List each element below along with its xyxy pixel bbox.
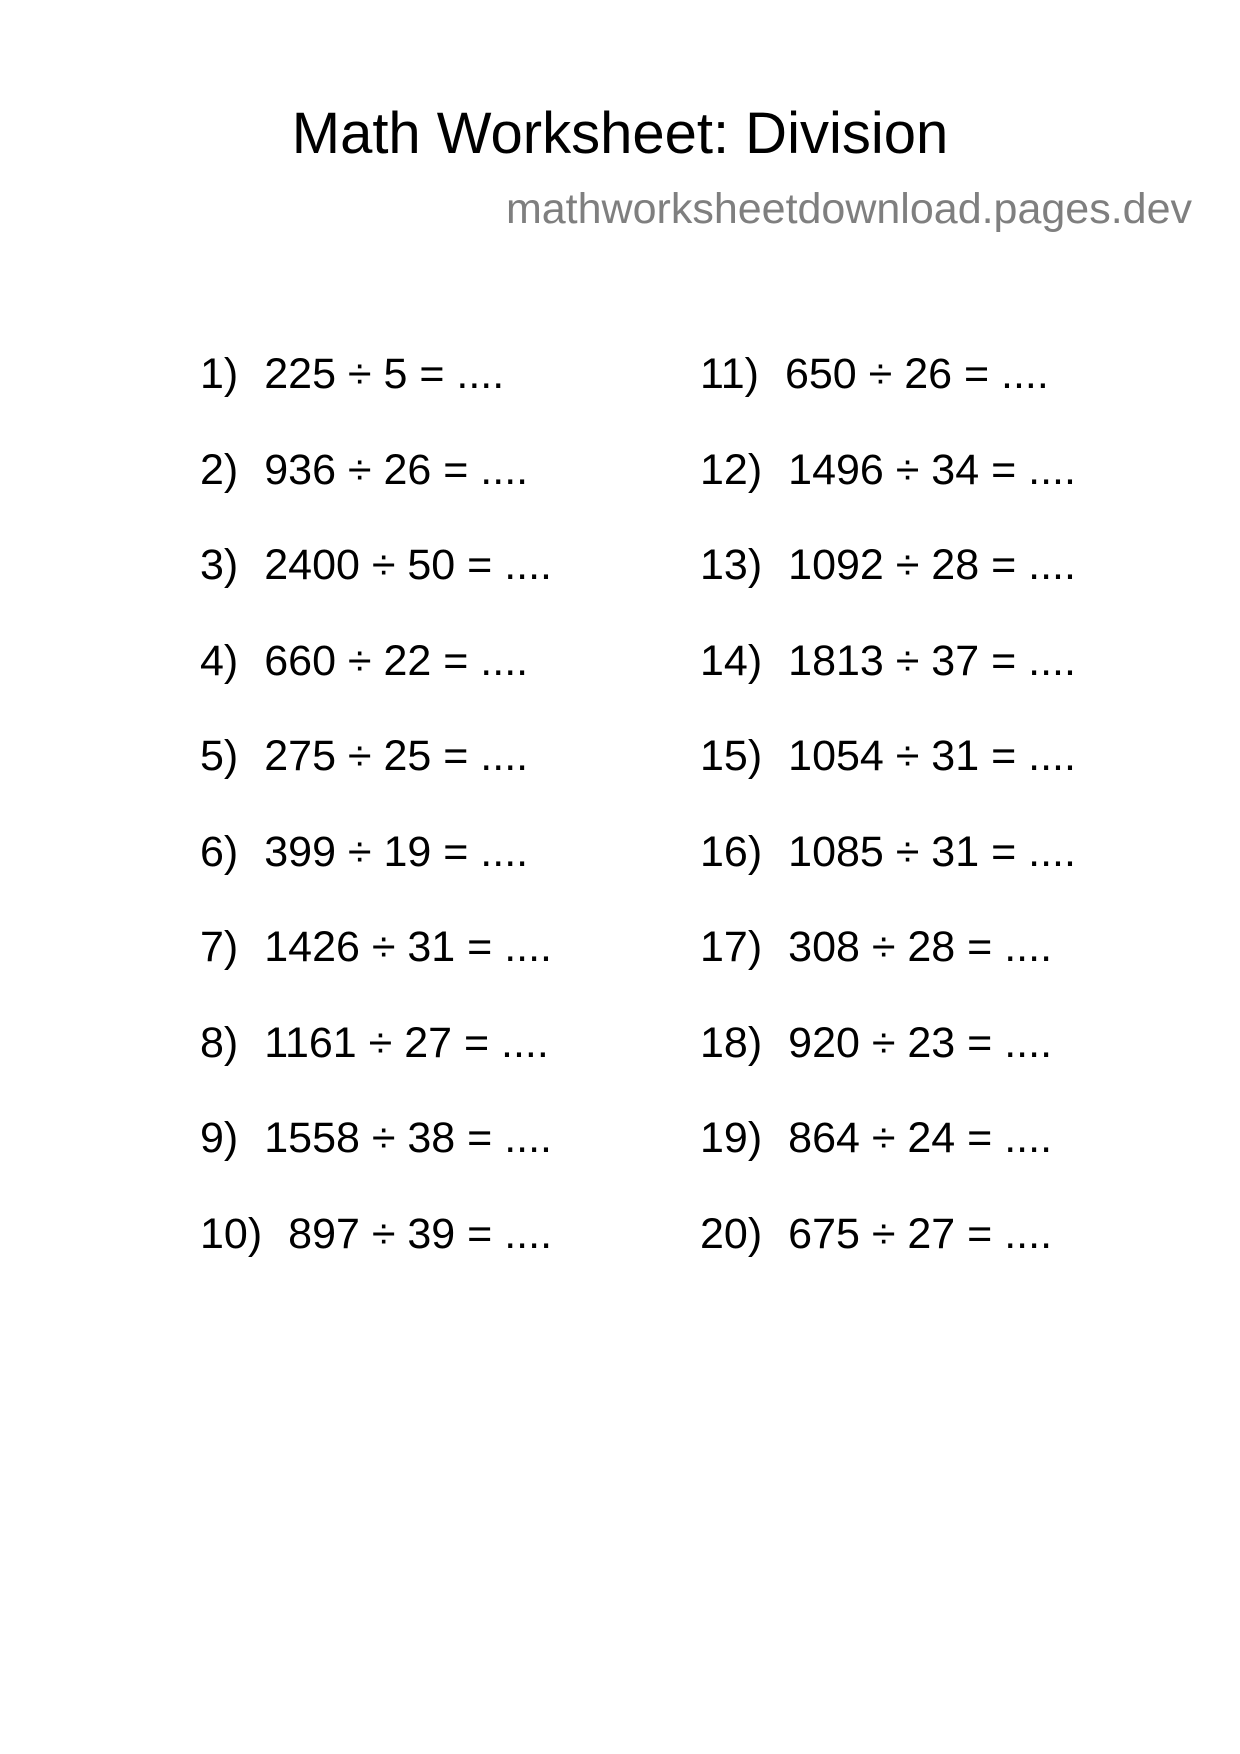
problem-item [700, 635, 1076, 731]
problem-item [700, 921, 1076, 1017]
problem-number: 1) [200, 350, 239, 398]
problem-expression: 650 ÷ 26 = .... [784, 350, 1049, 398]
page-title: Math Worksheet: Division [291, 101, 949, 166]
problem-item [200, 826, 552, 922]
problem-expression: 864 ÷ 24 = .... [788, 1114, 1053, 1162]
problem-expression: 225 ÷ 5 = .... [264, 350, 505, 398]
problem-item [200, 1112, 552, 1208]
problem-number: 20) [700, 1209, 763, 1258]
problem-number: 12) [700, 445, 763, 494]
problem-expression: 1426 ÷ 31 = .... [264, 923, 553, 971]
problem-expression: 2400 ÷ 50 = .... [264, 541, 553, 589]
problem-expression: 660 ÷ 22 = .... [264, 636, 529, 685]
problem-expression: 897 ÷ 39 = .... [288, 1209, 553, 1258]
site-url: mathworksheetdownload.pages.dev [505, 185, 1192, 233]
problem-expression: 275 ÷ 25 = .... [264, 732, 529, 780]
problem-item [700, 1208, 1076, 1304]
problem-item [200, 1017, 552, 1113]
problem-number: 5) [200, 732, 239, 780]
problem-number: 14) [700, 636, 763, 685]
problem-expression: 399 ÷ 19 = .... [264, 827, 529, 876]
problem-expression: 1161 ÷ 27 = .... [264, 1018, 549, 1067]
problem-number: 8) [200, 1018, 239, 1067]
problem-number: 16) [700, 827, 763, 876]
problem-number: 4) [200, 636, 239, 685]
problem-number: 9) [200, 1114, 239, 1162]
problem-number: 13) [700, 541, 763, 589]
problem-item [200, 444, 552, 540]
problem-item [200, 1208, 552, 1304]
problem-item [200, 730, 552, 826]
problem-item [700, 1017, 1076, 1113]
problem-number: 11) [700, 350, 759, 398]
problem-item [700, 444, 1076, 540]
problem-expression: 1558 ÷ 38 = .... [264, 1114, 553, 1162]
problem-item [700, 348, 1076, 444]
problem-number: 17) [700, 923, 763, 971]
problem-number: 19) [700, 1114, 763, 1162]
problem-expression: 1496 ÷ 34 = .... [788, 445, 1076, 494]
problem-item [200, 921, 552, 1017]
problem-item [700, 1112, 1076, 1208]
problem-number: 15) [700, 732, 763, 780]
problem-expression: 1813 ÷ 37 = .... [788, 636, 1076, 685]
problem-item [200, 348, 552, 444]
problem-expression: 675 ÷ 27 = .... [788, 1209, 1053, 1258]
problem-number: 3) [200, 541, 239, 589]
problem-expression: 1085 ÷ 31 = .... [788, 827, 1076, 876]
problem-item [700, 826, 1076, 922]
problem-number: 7) [200, 923, 239, 971]
problem-number: 18) [700, 1018, 763, 1067]
problem-expression: 308 ÷ 28 = .... [788, 923, 1053, 971]
problem-list-left [200, 348, 552, 1303]
problem-number: 10) [200, 1209, 263, 1258]
problem-item [200, 635, 552, 731]
problem-expression: 1054 ÷ 31 = .... [788, 732, 1076, 780]
problem-number: 6) [200, 827, 239, 876]
problem-expression: 936 ÷ 26 = .... [264, 445, 529, 494]
problem-item [700, 730, 1076, 826]
problem-expression: 920 ÷ 23 = .... [788, 1018, 1053, 1067]
problem-number: 2) [200, 445, 239, 494]
problem-item [200, 539, 552, 635]
problem-expression: 1092 ÷ 28 = .... [788, 541, 1076, 589]
problem-list-right [700, 348, 1076, 1303]
problem-item [700, 539, 1076, 635]
